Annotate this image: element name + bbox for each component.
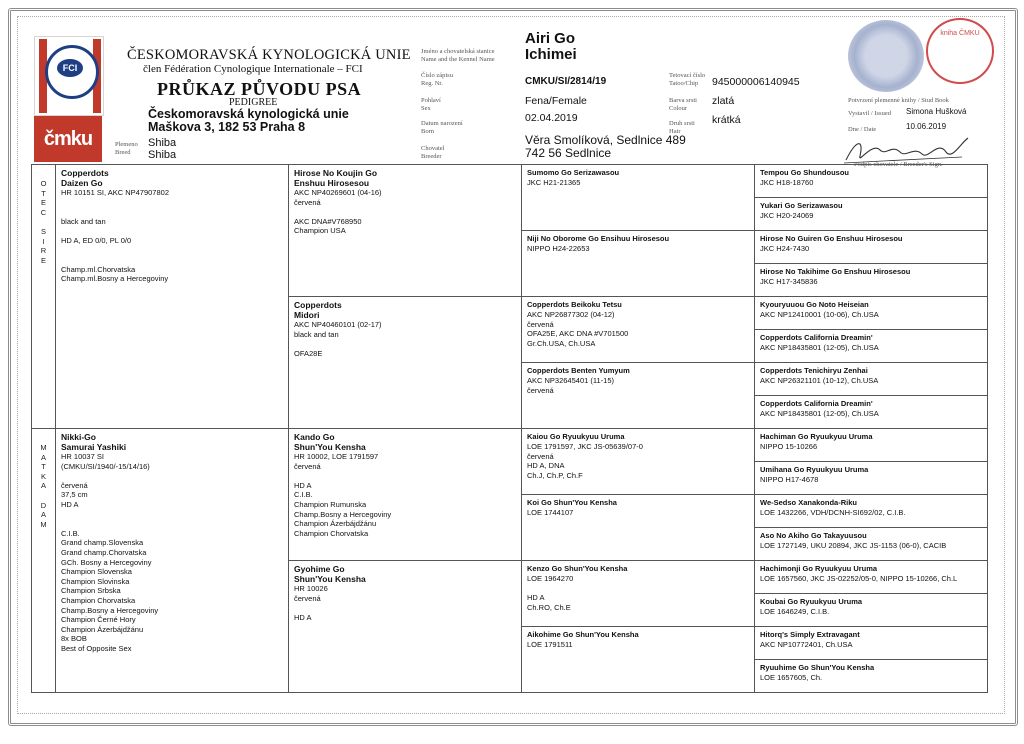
detail-line: black and tan — [294, 329, 339, 339]
gen3-cell — [522, 429, 755, 495]
breed-value-2: Shiba — [148, 149, 177, 161]
side-letter: S — [40, 226, 46, 236]
side-letter: D — [40, 500, 47, 510]
colour-label-cz: Barva srsti — [669, 97, 697, 104]
gen4-name: Umihana Go Ryuukyuu Uruma — [760, 465, 869, 474]
gen4-name: Hachiman Go Ryuukyuu Uruma — [760, 432, 873, 441]
org-name-2: Českomoravská kynologická unie — [148, 107, 349, 121]
colour-label-en: Colour — [669, 105, 688, 112]
dam-details — [61, 452, 283, 653]
side-letter: K — [40, 471, 46, 481]
gen3-name: Kaiou Go Ryuukyuu Uruma — [527, 432, 625, 441]
side-letter: A — [40, 510, 46, 520]
org-address: Maškova 3, 182 53 Praha 8 — [148, 120, 306, 134]
detail-line: AKC NP40460101 (02-17) — [294, 320, 382, 329]
gen3-detail: HD A, DNA — [527, 461, 565, 471]
side-letter: E — [40, 255, 46, 265]
gen4-name: Ryuuhime Go Shun'You Kensha — [760, 663, 875, 672]
gen3-detail: Ch.RO, Ch.E — [527, 602, 571, 612]
gen3-name: Copperdots Beikoku Tetsu — [527, 300, 622, 309]
detail-line: Champ.Bosny a Hercegoviny — [294, 509, 392, 519]
gen3-name: Aikohime Go Shun'You Kensha — [527, 630, 639, 639]
gen3-cell — [522, 561, 755, 627]
gen3-detail: červená — [527, 319, 554, 329]
detail-line: HD A — [294, 480, 312, 490]
detail-line: Champion Ázerbájdžánu — [294, 519, 377, 529]
doc-title-en: PEDIGREE — [229, 97, 278, 108]
side-letter: E — [40, 198, 46, 208]
gen4-cell — [755, 495, 988, 528]
gen4-detail: AKC NP26321101 (10-12), Ch.USA — [760, 376, 879, 385]
detail-line — [294, 603, 516, 613]
detail-line — [294, 339, 516, 349]
breeder-line2: 742 56 Sedlnice — [525, 146, 612, 160]
dog-name-line1: Airi Go — [525, 30, 576, 47]
gen3-detail: LOE 1744107 — [527, 508, 574, 517]
breeder-label-cz: Chovatel — [421, 145, 445, 152]
detail-line: Champion Srbska — [61, 586, 121, 596]
doc-title: PRŮKAZ PŮVODU PSA — [157, 79, 362, 99]
gen4-detail: LOE 1657605, Ch. — [760, 673, 823, 682]
ss-details — [294, 188, 516, 236]
gen3-name: Kenzo Go Shun'You Kensha — [527, 564, 628, 573]
sd-name-1: Copperdots — [294, 300, 342, 310]
hair-label-cz: Druh srsti — [669, 120, 695, 127]
detail-line: HR 10037 SI — [61, 452, 104, 461]
born-value: 02.04.2019 — [525, 112, 578, 124]
detail-line: Champ.ml.Bosny a Hercegoviny — [61, 274, 169, 284]
breeder-label-en: Breeder — [421, 153, 442, 160]
side-letter: A — [40, 452, 46, 462]
side-letter — [32, 217, 55, 227]
detail-line: Champion Černé Hory — [61, 615, 136, 625]
detail-line: červená — [294, 461, 321, 471]
gen3-detail: JKC H21-21365 — [527, 178, 581, 187]
gen4-cell — [755, 429, 988, 462]
detail-line — [61, 246, 283, 256]
gen3-name: Sumomo Go Serizawasou — [527, 168, 620, 177]
sire-name-2: Daizen Go — [61, 178, 103, 188]
chip-label-cz: Tetovací číslo — [669, 72, 706, 79]
detail-line: AKC DNA#V768950 — [294, 216, 362, 226]
gen4-cell — [755, 231, 988, 264]
detail-line — [61, 510, 283, 520]
blue-stamp — [848, 20, 924, 92]
cmku-logo-text: čmku — [34, 116, 102, 162]
gen4-name: Hitorq's Simply Extravagant — [760, 630, 860, 639]
gen4-cell — [755, 528, 988, 561]
red-stamp-text: kniha ČMKU — [940, 30, 980, 37]
gen3-cell — [522, 165, 755, 231]
hair-label-en: Hair — [669, 128, 681, 135]
reg-number: CMKU/SI/2814/19 — [525, 76, 607, 87]
gen3-cell — [522, 495, 755, 561]
detail-line: červená — [294, 593, 321, 603]
gen4-detail: JKC H20-24069 — [760, 211, 814, 220]
gen4-detail: AKC NP18435801 (12-05), Ch.USA — [760, 409, 879, 418]
gen4-detail: NIPPO H17-4678 — [760, 475, 819, 484]
detail-line: červená — [61, 480, 88, 490]
sd-name-2: Midori — [294, 310, 320, 320]
gen3-cell — [522, 231, 755, 297]
gen3-detail: NIPPO H24-22653 — [527, 244, 590, 253]
gen3-cell — [522, 297, 755, 363]
dam-name-1: Nikki-Go — [61, 432, 96, 442]
gen3-detail: LOE 1791597, JKC JS-05639/07-0 — [527, 442, 643, 451]
gen3-name: Koi Go Shun'You Kensha — [527, 498, 617, 507]
detail-line: HD A — [294, 612, 312, 622]
sd-details — [294, 320, 516, 358]
gen3-detail: AKC NP32645401 (11-15) — [527, 376, 614, 385]
ss-name-1: Hirose No Koujin Go — [294, 168, 378, 178]
dam-name-2: Samurai Yashiki — [61, 442, 127, 452]
detail-line — [61, 207, 283, 217]
side-letter: I — [42, 236, 45, 246]
detail-line: HR 10151 SI, AKC NP47907802 — [61, 188, 169, 197]
gen3-cell — [522, 363, 755, 429]
gen4-detail: NIPPO 15-10266 — [760, 442, 818, 451]
dd-details — [294, 584, 516, 622]
detail-line: black and tan — [61, 216, 106, 226]
gen4-name: Koubai Go Ryuukyuu Uruma — [760, 597, 863, 606]
dam-cell — [56, 429, 289, 693]
gen4-cell — [755, 462, 988, 495]
breeder-line1: Věra Smolíková, Sedlnice 489 — [525, 133, 686, 147]
gen4-detail: JKC H24-7430 — [760, 244, 810, 253]
pedigree-table — [31, 164, 988, 693]
gen4-detail: JKC H17-345836 — [760, 277, 818, 286]
dd-name-2: Shun'You Kensha — [294, 574, 366, 584]
chip-value: 945000006140945 — [712, 76, 800, 88]
gen3-cell — [522, 627, 755, 693]
detail-line: Champion Slovinska — [61, 576, 130, 586]
detail-line: Champion USA — [294, 226, 346, 236]
breed-label-en: Breed — [115, 149, 131, 156]
reg-label-cz: Číslo zápisu — [421, 72, 453, 79]
detail-line: GCh. Bosny a Hercegoviny — [61, 557, 152, 567]
detail-line: AKC NP40269601 (04-16) — [294, 188, 382, 197]
detail-line: Champion Rumunska — [294, 499, 367, 509]
sire-name-1: Copperdots — [61, 168, 109, 178]
detail-line: (CMKU/SI/1940/-15/14/16) — [61, 461, 150, 471]
detail-line: HD A — [61, 499, 79, 509]
name-label-en: Name and the Kennel Name — [421, 56, 495, 63]
dam-side-label — [32, 429, 56, 693]
side-letter — [32, 491, 55, 501]
gen4-cell — [755, 396, 988, 429]
gen4-detail: AKC NP10772401, Ch.USA — [760, 640, 853, 649]
name-label-cz: Jméno a chovatelská stanice — [421, 48, 495, 55]
gen4-cell — [755, 660, 988, 693]
detail-line: HR 10026 — [294, 584, 328, 593]
gen4-detail: AKC NP12410001 (10-06), Ch.USA — [760, 310, 879, 319]
detail-line: Grand champ.Slovenska — [61, 538, 144, 548]
detail-line: HR 10002, LOE 1791597 — [294, 452, 379, 461]
red-stamp — [926, 18, 994, 84]
gen4-detail: LOE 1646249, C.I.B. — [760, 607, 830, 616]
detail-line: OFA28E — [294, 348, 323, 358]
sire-dam-cell — [289, 297, 522, 429]
hair-value: krátká — [712, 114, 741, 126]
gen4-detail: LOE 1727149, UKU 20894, JKC JS-1153 (06-0), CACIB — [760, 541, 947, 550]
detail-line: Champ.ml.Chorvatska — [61, 264, 136, 274]
side-letter: A — [40, 481, 46, 491]
dog-name-line2: Ichimei — [525, 46, 577, 63]
breed-label-cz: Plemeno — [115, 141, 138, 148]
org-name: ČESKOMORAVSKÁ KYNOLOGICKÁ UNIE — [127, 47, 411, 63]
fci-logo-text: FCI — [57, 59, 83, 77]
gen4-name: Hachimonji Go Ryuukyuu Uruma — [760, 564, 878, 573]
date-label: Dne / Date — [848, 126, 877, 133]
gen3-detail — [527, 584, 749, 594]
gen4-cell — [755, 363, 988, 396]
gen4-cell — [755, 330, 988, 363]
born-label-en: Born — [421, 128, 434, 135]
side-letter: T — [41, 462, 46, 472]
sire-side-label — [32, 165, 56, 429]
detail-line: HD A, ED 0/0, PL 0/0 — [61, 235, 132, 245]
gen3-detail: Gr.Ch.USA, Ch.USA — [527, 338, 596, 348]
born-label-cz: Datum narození — [421, 120, 463, 127]
detail-line: Champion Ázerbájdžánu — [61, 624, 144, 634]
dam-sire-cell — [289, 429, 522, 561]
detail-line: červená — [294, 197, 321, 207]
gen4-name: Yukari Go Serizawasou — [760, 201, 843, 210]
detail-line: Champion Chorvatska — [294, 528, 369, 538]
detail-line — [61, 226, 283, 236]
detail-line: Champion Chorvatska — [61, 595, 136, 605]
gen4-cell — [755, 297, 988, 330]
detail-line: Grand champ.Chorvatska — [61, 547, 147, 557]
reg-label-en: Reg. Nr. — [421, 80, 443, 87]
gen4-cell — [755, 561, 988, 594]
studbook-confirm-label: Potvrzení plemenné knihy / Stud Book — [848, 97, 949, 104]
cmku-logo — [34, 36, 102, 162]
gen3-detail: LOE 1791511 — [527, 640, 573, 649]
ds-name-1: Kando Go — [294, 432, 335, 442]
detail-line: Champ.Bosny a Hercegoviny — [61, 605, 159, 615]
gen3-detail: LOE 1964270 — [527, 574, 574, 583]
side-letter: O — [40, 179, 47, 188]
sex-value: Fena/Female — [525, 95, 587, 107]
sex-label-cz: Pohlaví — [421, 97, 441, 104]
gen4-cell — [755, 594, 988, 627]
gen3-detail: červená — [527, 451, 554, 461]
gen3-detail: OFA25E, AKC DNA #V701500 — [527, 329, 629, 339]
sire-details — [61, 188, 283, 284]
sire-sire-cell — [289, 165, 522, 297]
gen4-name: Copperdots California Dreamin' — [760, 399, 873, 408]
ds-name-2: Shun'You Kensha — [294, 442, 366, 452]
detail-line — [61, 471, 283, 481]
detail-line — [61, 255, 283, 265]
issued-label: Vystavil / Issued — [848, 110, 891, 117]
detail-line: Champion Slovenska — [61, 567, 132, 577]
gen3-detail: Ch.J, Ch.P, Ch.F — [527, 470, 583, 480]
chip-label-en: Tatoo/Chip — [669, 80, 699, 87]
gen4-name: Copperdots Tenichiryu Zenhai — [760, 366, 868, 375]
side-letter: C — [40, 207, 47, 217]
issue-date: 10.06.2019 — [906, 122, 947, 131]
gen4-name: We-Sedso Xanakonda-Riku — [760, 498, 857, 507]
gen3-detail: červená — [527, 385, 554, 395]
gen4-name: Aso No Akiho Go Takayuusou — [760, 531, 867, 540]
ss-name-2: Enshuu Hirosesou — [294, 178, 370, 188]
detail-line — [61, 519, 283, 529]
side-letter: M — [40, 519, 47, 529]
detail-line: C.I.B. — [294, 490, 313, 500]
breeder-sign-label: Podpis chovatele / Breeder's Sign. — [854, 161, 943, 168]
detail-line: 8x BOB — [61, 634, 87, 644]
gen4-cell — [755, 627, 988, 660]
gen3-detail: HD A — [527, 593, 545, 603]
dam-dam-cell — [289, 561, 522, 693]
ds-details — [294, 452, 516, 538]
gen3-name: Niji No Oborome Go Ensihuu Hirosesou — [527, 234, 670, 243]
fci-emblem — [34, 36, 104, 116]
gen4-detail: LOE 1657560, JKC JS-02252/05-0, NIPPO 15-10266, Ch.L — [760, 574, 958, 583]
org-member: člen Fédération Cynologique Internationale – FCI — [143, 63, 363, 75]
gen4-name: Hirose No Takihime Go Enshuu Hirosesou — [760, 267, 911, 276]
side-letter: T — [41, 188, 46, 198]
detail-line — [61, 198, 283, 208]
dd-name-1: Gyohime Go — [294, 564, 345, 574]
sex-label-en: Sex — [421, 105, 431, 112]
gen4-cell — [755, 264, 988, 297]
gen4-detail: LOE 1432266, VDH/DCNH-SI692/02, C.I.B. — [760, 508, 906, 517]
side-letter: M — [40, 443, 47, 452]
detail-line: Best of Opposite Sex — [61, 643, 132, 653]
gen4-detail: JKC H18-18760 — [760, 178, 814, 187]
gen4-detail: AKC NP18435801 (12-05), Ch.USA — [760, 343, 879, 352]
detail-line: C.I.B. — [61, 528, 80, 538]
gen4-name: Hirose No Guiren Go Enshuu Hirosesou — [760, 234, 903, 243]
issued-by: Simona Hušková — [906, 107, 967, 116]
colour-value: zlatá — [712, 95, 735, 107]
gen4-name: Tempou Go Shundousou — [760, 168, 850, 177]
detail-line — [294, 471, 516, 481]
breed-value: Shiba — [148, 137, 177, 149]
side-letter: R — [40, 246, 47, 256]
gen4-cell — [755, 165, 988, 198]
sire-cell — [56, 165, 289, 429]
gen3-detail: AKC NP26877302 (04-12) — [527, 310, 615, 319]
gen3-name: Copperdots Benten Yumyum — [527, 366, 630, 375]
gen4-name: Copperdots California Dreamin' — [760, 333, 873, 342]
detail-line — [294, 207, 516, 217]
gen4-cell — [755, 198, 988, 231]
detail-line: 37,5 cm — [61, 490, 88, 500]
gen4-name: Kyouryuuou Go Noto Heiseian — [760, 300, 869, 309]
